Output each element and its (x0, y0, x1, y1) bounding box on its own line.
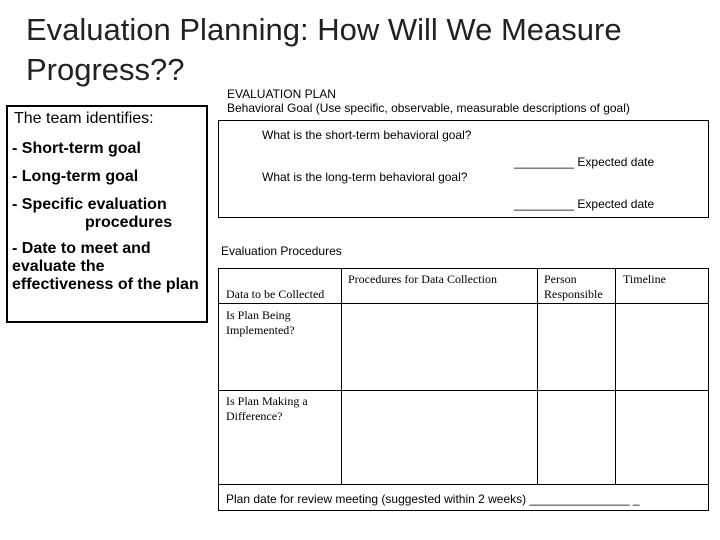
short-term-goal-question: What is the short-term behavioral goal? (262, 128, 472, 142)
team-identifies-heading: The team identifies: (14, 110, 154, 127)
left-item-review-date-text: - Date to meet and evaluate the effectiveness of the plan (12, 240, 199, 293)
row-label-implemented: Is Plan Being Implemented? (226, 308, 295, 337)
column-header-timeline: Timeline (623, 272, 666, 286)
evaluation-plan-heading (227, 87, 630, 115)
behavioral-goal-hint: (Use specific, observable, measurable descriptions of goal) (312, 101, 630, 115)
evaluation-plan-title: EVALUATION PLAN (227, 87, 336, 101)
left-item-short-term-text: - Short-term goal (12, 140, 141, 157)
row-divider (218, 390, 709, 391)
left-item-review-date (12, 240, 202, 294)
column-header-procedures: Procedures for Data Collection (348, 272, 497, 286)
left-item-procedures-line2: procedures (85, 214, 173, 231)
review-meeting-date[interactable]: Plan date for review meeting (suggested within 2 weeks) _______________ _ (226, 492, 640, 506)
short-term-expected-date[interactable]: _________ Expected date (514, 155, 655, 169)
behavioral-goal-label: Behavioral Goal (227, 101, 313, 115)
row-divider (218, 484, 709, 485)
row-divider (218, 303, 709, 304)
long-term-goal-question: What is the long-term behavioral goal? (262, 170, 468, 184)
left-item-procedures-line1: - Specific evaluation (12, 196, 167, 213)
row-label-difference: Is Plan Making a Difference? (226, 394, 308, 423)
column-divider (341, 268, 342, 484)
column-divider (615, 268, 616, 484)
left-item-procedures (12, 196, 202, 232)
evaluation-procedures-heading: Evaluation Procedures (221, 244, 342, 258)
left-item-long-term-text: - Long-term goal (12, 168, 139, 185)
column-divider (537, 268, 538, 484)
column-header-person: Person Responsible (544, 272, 603, 301)
behavioral-goal-line (227, 101, 630, 115)
page-title: Evaluation Planning: How Will We Measure Progress?? (26, 12, 622, 87)
left-item-long-term (12, 168, 202, 186)
long-term-expected-date[interactable]: _________ Expected date (514, 197, 655, 211)
column-header-data: Data to be Collected (226, 287, 325, 301)
left-item-short-term (12, 140, 202, 158)
